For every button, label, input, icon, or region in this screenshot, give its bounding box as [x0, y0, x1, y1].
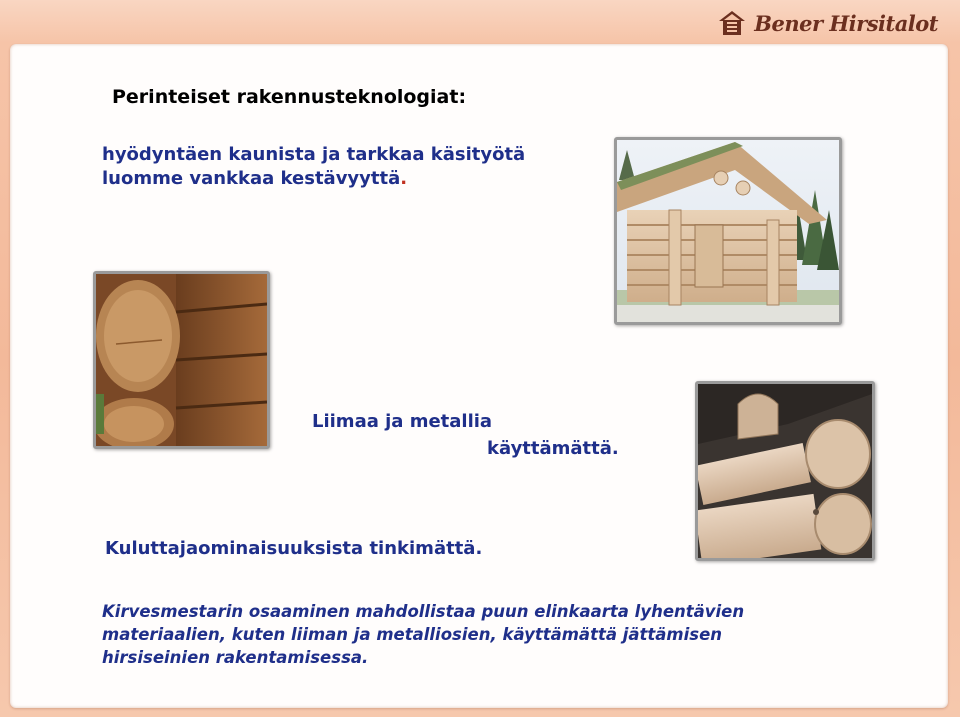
craftsmanship-paragraph: Kirvesmestarin osaaminen mahdollistaa puun elinkaarta lyhentävien materiaalien, kuten liiman ja metalliosien, käyttämättä jättämisen hirsiseinien rakentamisessa. [102, 602, 745, 667]
intro-line-2: luomme vankkaa kestävyyttä. [102, 168, 408, 189]
intro-line-1: hyödyntäen kaunista ja tarkkaa käsityötä [102, 144, 526, 165]
log-corner-photo [93, 271, 270, 449]
glue-text-line-1: Liimaa ja metallia [312, 411, 493, 432]
logo-text: Bener Hirsitalot [754, 10, 938, 36]
house-logo-icon [718, 10, 746, 36]
brand-logo [718, 8, 938, 38]
intro-dot: . [400, 168, 408, 189]
page-heading: Perinteiset rakennusteknologiat: [112, 86, 467, 108]
consumer-text: Kuluttajaominaisuuksista tinkimättä. [105, 538, 483, 559]
log-joint-photo [695, 381, 875, 561]
log-cabin-photo [614, 137, 842, 325]
glue-text-line-2: käyttämättä. [487, 438, 619, 459]
intro-text [102, 143, 525, 191]
